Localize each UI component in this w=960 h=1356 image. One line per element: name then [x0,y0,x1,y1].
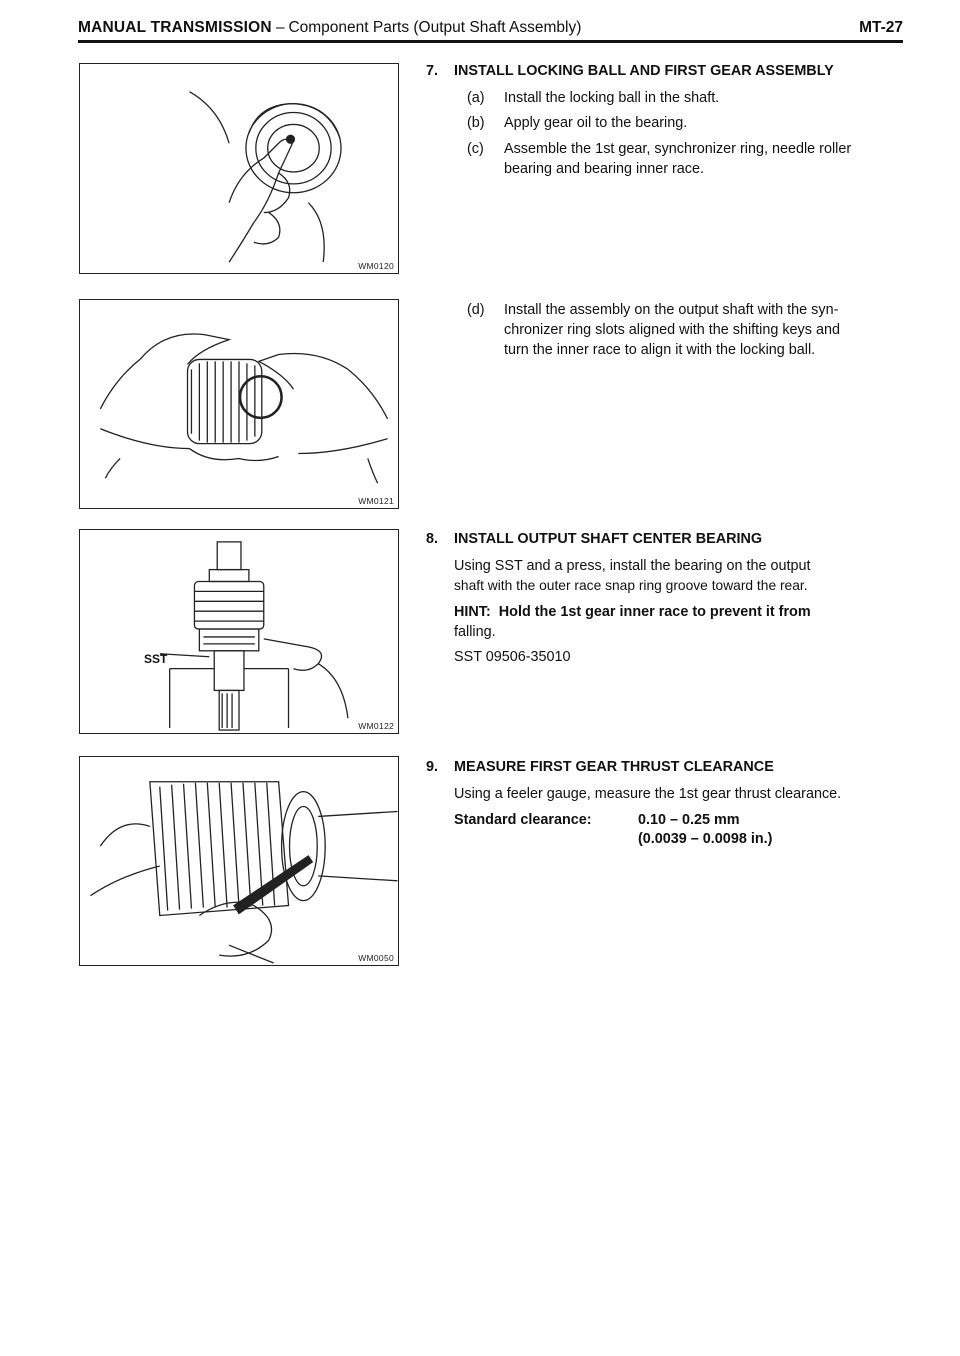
step-body: Using a feeler gauge, measure the 1st gear thrust clearance. [454,786,842,802]
substep-letter: (d) [467,302,485,318]
spec-label: Standard clearance: [454,812,592,828]
step-title: INSTALL OUTPUT SHAFT CENTER BEARING [454,531,763,547]
sst-callout-label: SST [144,652,168,666]
substep-text: bearing and bearing inner race. [504,161,705,177]
header-separator: – [275,19,285,36]
step-number: 8. [426,531,439,547]
substep-text: Apply gear oil to the bearing. [504,115,688,131]
step-title: MEASURE FIRST GEAR THRUST CLEARANCE [454,759,774,775]
sst-number: SST 09506-35010 [454,649,571,665]
step-title: INSTALL LOCKING BALL AND FIRST GEAR ASSEMBLY [454,63,834,79]
hint-text: Hold the 1st gear inner race to prevent it from [498,604,811,620]
substep-text: turn the inner race to align it with the locking ball. [504,342,816,358]
figure-press-sst [79,529,399,734]
gear-assembly-illustration [80,300,398,508]
locking-ball-illustration [80,64,398,273]
figure-locking-ball [79,63,399,274]
hint-label: HINT: [454,604,491,620]
step-number: 7. [426,63,439,79]
feeler-gauge-illustration [80,757,398,965]
substep-letter: (b) [467,115,485,131]
figure-code: WM0120 [358,261,394,271]
figure-code: WM0122 [358,721,394,731]
figure-code: WM0121 [358,496,394,506]
spec-value-mm: 0.10 – 0.25 mm [638,812,740,828]
hint-text: falling. [454,624,496,640]
figure-feeler-gauge [79,756,399,966]
page-header [78,18,903,43]
substep-letter: (c) [467,141,484,157]
substep-text: Assemble the 1st gear, synchronizer ring, needle roller [504,141,852,157]
step-body: shaft with the outer race snap ring groove toward the rear. [454,578,808,593]
figure-code: WM0050 [358,953,394,963]
spec-value-in: (0.0039 – 0.0098 in.) [638,831,773,847]
step-body: Using SST and a press, install the bearing on the output [454,558,811,574]
header-title: MANUAL TRANSMISSION [78,19,272,36]
figure-gear-assembly [79,299,399,509]
substep-text: Install the locking ball in the shaft. [504,90,720,106]
page-number: MT-27 [859,19,903,36]
substep-text: Install the assembly on the output shaft with the syn- [504,302,839,318]
substep-text: chronizer ring slots aligned with the shifting keys and [504,322,840,338]
hint [454,603,909,622]
step-number: 9. [426,759,439,775]
press-sst-illustration [80,530,398,733]
header-subtitle: Component Parts (Output Shaft Assembly) [288,19,582,36]
substep-letter: (a) [467,90,485,106]
